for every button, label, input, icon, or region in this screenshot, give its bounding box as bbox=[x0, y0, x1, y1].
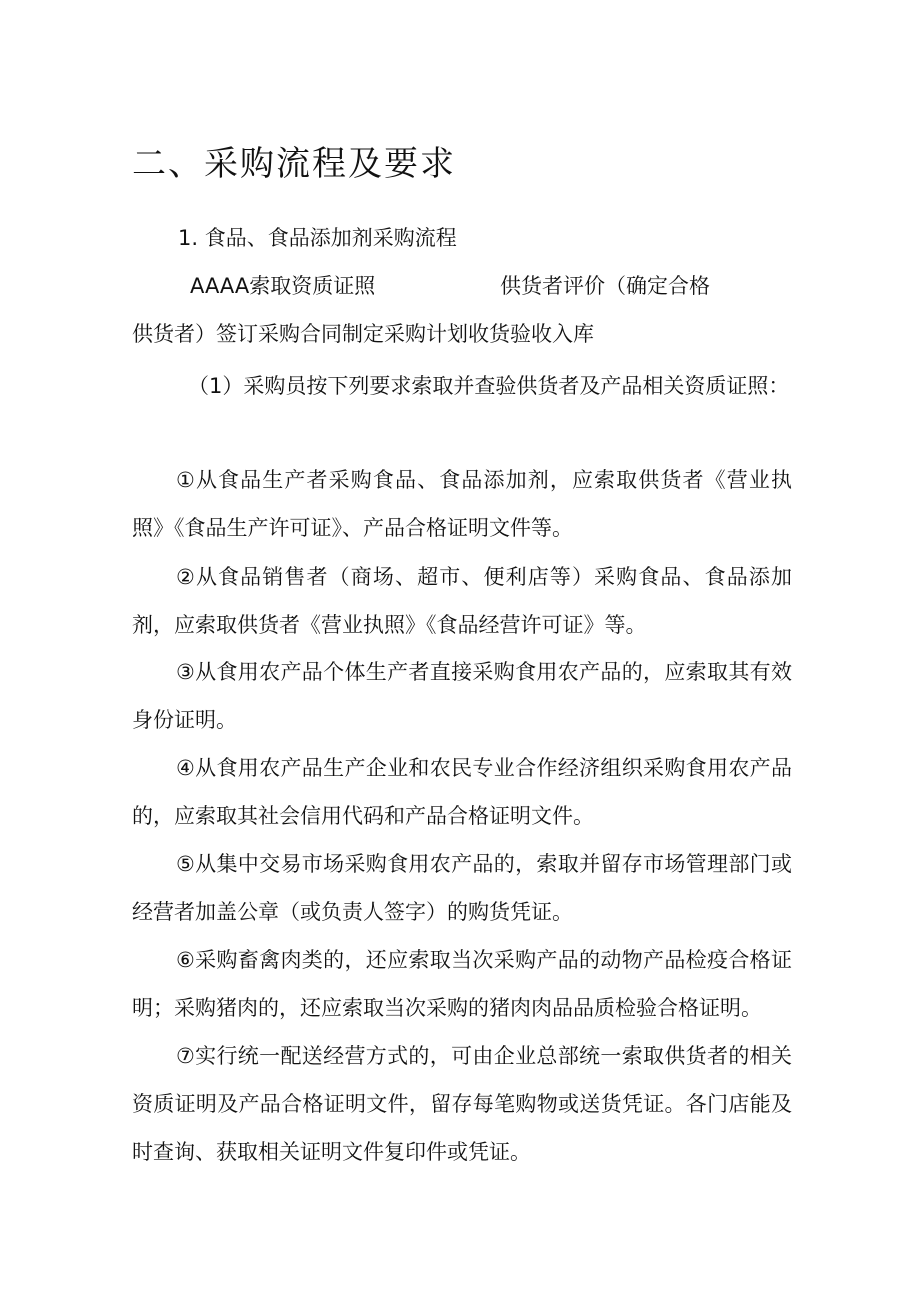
paragraph-item-5: ⑤从集中交易市场采购食用农产品的，索取并留存市场管理部门或经营者加盖公章（或负责人签字）的购货凭证。 bbox=[132, 852, 792, 924]
paragraph-item-1: ①从食品生产者采购食品、食品添加剂，应索取供货者《营业执照》《食品生产许可证》、产品合格证明文件等。 bbox=[132, 468, 792, 540]
flow-step-b: 供货者评价（确定合格 bbox=[500, 274, 710, 298]
flow-step-a: AAAA索取资质证照 bbox=[190, 274, 376, 298]
paragraph-item-2: ②从食品销售者（商场、超市、便利店等）采购食品、食品添加剂，应索取供货者《营业执照》《食品经营许可证》等。 bbox=[132, 565, 792, 637]
paragraph-requirements-intro: （1）采购员按下列要求索取并查验供货者及产品相关资质证照： bbox=[188, 374, 790, 398]
subsection-heading: 1. 食品、食品添加剂采购流程 bbox=[178, 226, 457, 250]
paragraph-item-3: ③从食用农产品个体生产者直接采购食用农产品的，应索取其有效身份证明。 bbox=[132, 660, 792, 732]
section-heading: 二、采购流程及要求 bbox=[132, 144, 456, 184]
paragraph-item-4: ④从食用农产品生产企业和农民专业合作经济组织采购食用农产品的，应索取其社会信用代码和产品合格证明文件。 bbox=[132, 756, 792, 828]
flow-step-c: 供货者）签订采购合同制定采购计划收货验收入库 bbox=[132, 322, 594, 346]
paragraph-item-7: ⑦实行统一配送经营方式的，可由企业总部统一索取供货者的相关资质证明及产品合格证明文件，留存每笔购物或送货凭证。各门店能及时查询、获取相关证明文件复印件或凭证。 bbox=[132, 1044, 792, 1164]
paragraph-item-6: ⑥采购畜禽肉类的，还应索取当次采购产品的动物产品检疫合格证明；采购猪肉的，还应索取当次采购的猪肉肉品品质检验合格证明。 bbox=[132, 948, 792, 1020]
